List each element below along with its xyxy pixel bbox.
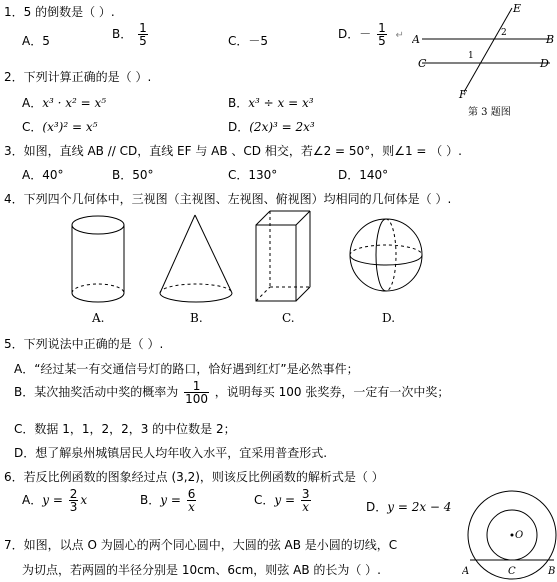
q6-option-d <box>366 498 451 515</box>
q1-option-d-label: D．－ <box>338 27 372 41</box>
q6-option-b-lhs: y = <box>160 493 181 507</box>
q6-option-c-label: C． <box>254 493 275 507</box>
q6-option-a-rhs: x <box>80 493 88 507</box>
label-a: A <box>412 33 420 46</box>
q2-option-c-label: C． <box>22 120 43 134</box>
q1-option-b-label: B． <box>112 27 133 41</box>
q5-b-numerator: 1 <box>184 380 209 393</box>
q6-option-a-label: A． <box>22 493 43 507</box>
q3-option-c: C．130° <box>228 168 278 182</box>
q3-figure-caption: 第 3 题图 <box>468 107 511 118</box>
prism-icon <box>256 211 310 301</box>
q6-c-denominator: x <box>302 500 310 514</box>
q7-figure <box>462 488 557 582</box>
q5-option-d: D．想了解泉州城镇居民人均年收入水平，宜采用普查形式. <box>14 446 328 460</box>
q5-stem: 5．下列说法中正确的是（ ）. <box>4 337 164 351</box>
q5-option-b-pre: B．某次抽奖活动中奖的概率为 <box>14 385 179 399</box>
q2-option-d-expr: (2x)³ = 2x³ <box>249 120 315 134</box>
cone-icon <box>160 215 232 302</box>
line-ef <box>464 8 512 92</box>
q2-option-a-expr: x³ · x² = x⁵ <box>42 96 107 110</box>
q2-option-b <box>228 94 314 111</box>
q1-stem: 1．5 的倒数是（ ）. <box>4 5 115 19</box>
q6-option-a-lhs: y = <box>42 493 63 507</box>
q3-option-a: A．40° <box>22 168 64 182</box>
label-b: B <box>548 566 556 577</box>
q4-solids <box>0 205 557 330</box>
return-mark-icon: ↵ <box>395 30 404 41</box>
q6-option-c-lhs: y = <box>274 493 296 507</box>
label-e: E <box>513 2 522 15</box>
q1-option-a: A．5 <box>22 34 50 48</box>
q1-option-c: C．－5 <box>228 34 269 48</box>
q5-option-a: A．“经过某一有交通信号灯的路口，恰好遇到红灯”是必然事件； <box>14 362 359 376</box>
q4-label-b: B. <box>190 311 203 325</box>
q2-option-c <box>22 118 97 135</box>
q1-option-b <box>112 22 150 47</box>
q6-option-c <box>254 488 313 513</box>
q6-option-d-expr: y = 2x − 4 <box>387 500 452 514</box>
q6-c-numerator: 3 <box>301 487 310 501</box>
q2-option-a <box>22 94 106 111</box>
label-f: F <box>459 88 467 101</box>
q6-option-d-label: D． <box>366 500 388 514</box>
label-d: D <box>540 57 549 70</box>
q6-option-a <box>22 488 87 513</box>
q2-option-d <box>228 118 315 135</box>
q4-label-d: D. <box>382 311 396 325</box>
q2-option-b-expr: x³ ÷ x = x³ <box>248 96 314 110</box>
q1-d-denominator: 5 <box>378 34 386 48</box>
q7-line1: 7．如图，以点 O 为圆心的两个同心圆中，大圆的弦 AB 是小圆的切线，C <box>4 538 398 552</box>
cylinder-icon <box>72 216 124 302</box>
q3-stem: 3．如图，直线 AB // CD，直线 EF 与 AB 、CD 相交，若∠2 = 50°，则∠1 = （ ）. <box>4 144 462 158</box>
label-angle-2: 2 <box>501 28 507 38</box>
sphere-icon <box>350 219 422 291</box>
label-c: C <box>508 566 516 577</box>
q6-a-numerator: 2 <box>69 487 78 501</box>
label-angle-1: 1 <box>468 51 474 61</box>
label-c: C <box>418 57 427 70</box>
q2-option-b-label: B． <box>228 96 249 110</box>
q2-option-c-expr: (x³)² = x⁵ <box>42 120 98 134</box>
label-b: B <box>546 33 555 46</box>
q5-option-c: C．数据 1，1，2，2，3 的中位数是 2； <box>14 422 236 436</box>
q7-line2: 为切点，若两圆的半径分别是 10cm、6cm，则弦 AB 的长为（ ）. <box>22 563 381 577</box>
q6-stem: 6．若反比例函数的图象经过点 (3,2)，则该反比例函数的解析式是（ ） <box>4 470 384 484</box>
q5-b-denominator: 100 <box>185 392 208 406</box>
q6-b-numerator: 6 <box>187 487 196 501</box>
q4-label-a: A. <box>92 311 105 325</box>
q5-option-b <box>14 380 449 405</box>
q1-d-numerator: 1 <box>378 21 386 35</box>
q3-option-b: B．50° <box>112 168 154 182</box>
center-dot <box>511 534 514 537</box>
q1-b-denominator: 5 <box>139 34 147 48</box>
label-o: O <box>515 530 524 541</box>
q3-option-d: D．140° <box>338 168 389 182</box>
q1-b-numerator: 1 <box>139 21 147 35</box>
q6-option-b-label: B． <box>140 493 161 507</box>
q3-figure <box>412 0 557 122</box>
q2-option-d-label: D． <box>228 120 250 134</box>
q6-b-denominator: x <box>188 500 195 514</box>
q5-option-b-post: ，说明每买 100 张奖券，一定有一次中奖； <box>214 385 450 399</box>
q4-label-c: C. <box>282 311 295 325</box>
q4-stem: 4．下列四个几何体中，三视图（主视图、左视图、俯视图）均相同的几何体是（ ）. <box>4 192 452 206</box>
q1-option-d <box>338 22 404 47</box>
q6-option-b <box>140 488 198 513</box>
label-a: A <box>462 566 470 577</box>
q2-option-a-label: A． <box>22 96 43 110</box>
q6-a-denominator: 3 <box>69 500 78 514</box>
q2-stem: 2．下列计算正确的是（ ）. <box>4 70 152 84</box>
